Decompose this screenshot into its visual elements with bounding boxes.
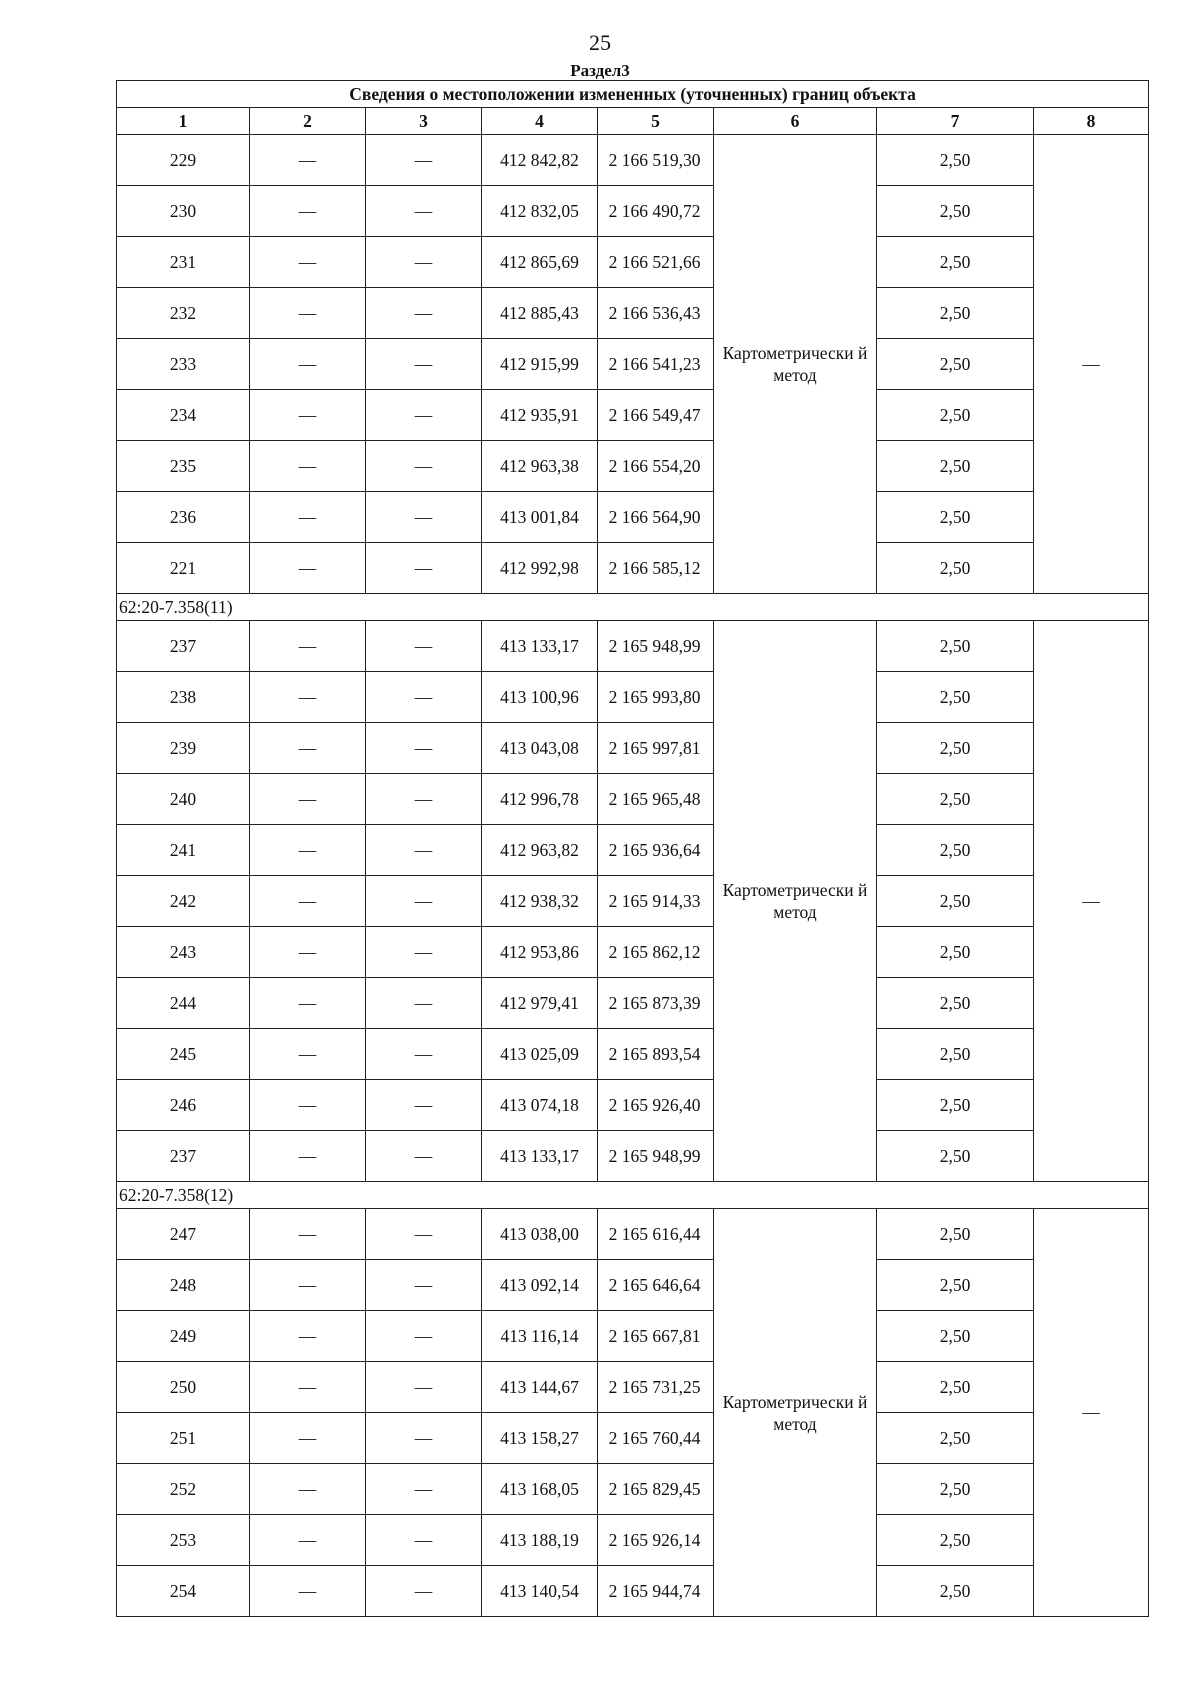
column-number: 6	[714, 108, 877, 135]
x-coordinate-cell: 412 865,69	[482, 237, 598, 288]
column-2-cell: —	[250, 390, 366, 441]
x-coordinate-cell: 412 953,86	[482, 927, 598, 978]
accuracy-cell: 2,50	[877, 186, 1034, 237]
accuracy-cell: 2,50	[877, 774, 1034, 825]
x-coordinate-cell: 413 168,05	[482, 1464, 598, 1515]
point-number-cell: 230	[117, 186, 250, 237]
y-coordinate-cell: 2 165 948,99	[598, 621, 714, 672]
accuracy-cell: 2,50	[877, 1413, 1034, 1464]
point-number-cell: 246	[117, 1080, 250, 1131]
table-row	[117, 135, 1149, 186]
table-row	[117, 1209, 1149, 1260]
column-3-cell: —	[366, 1413, 482, 1464]
column-2-cell: —	[250, 978, 366, 1029]
y-coordinate-cell: 2 165 731,25	[598, 1362, 714, 1413]
accuracy-cell: 2,50	[877, 1209, 1034, 1260]
accuracy-cell: 2,50	[877, 825, 1034, 876]
column-3-cell: —	[366, 390, 482, 441]
x-coordinate-cell: 412 992,98	[482, 543, 598, 594]
column-3-cell: —	[366, 978, 482, 1029]
table-row	[117, 288, 1149, 339]
column-2-cell: —	[250, 1311, 366, 1362]
x-coordinate-cell: 413 140,54	[482, 1566, 598, 1617]
accuracy-cell: 2,50	[877, 237, 1034, 288]
table-row	[117, 1515, 1149, 1566]
table-row	[117, 543, 1149, 594]
accuracy-cell: 2,50	[877, 1131, 1034, 1182]
y-coordinate-cell: 2 165 965,48	[598, 774, 714, 825]
accuracy-cell: 2,50	[877, 543, 1034, 594]
column-2-cell: —	[250, 186, 366, 237]
table-row	[117, 390, 1149, 441]
accuracy-cell: 2,50	[877, 723, 1034, 774]
page-number: 25	[589, 30, 611, 55]
column-2-cell: —	[250, 672, 366, 723]
accuracy-cell: 2,50	[877, 390, 1034, 441]
point-number-cell: 248	[117, 1260, 250, 1311]
column-2-cell: —	[250, 237, 366, 288]
column-2-cell: —	[250, 1131, 366, 1182]
accuracy-cell: 2,50	[877, 441, 1034, 492]
x-coordinate-cell: 412 938,32	[482, 876, 598, 927]
y-coordinate-cell: 2 166 521,66	[598, 237, 714, 288]
y-coordinate-cell: 2 165 944,74	[598, 1566, 714, 1617]
column-2-cell: —	[250, 1362, 366, 1413]
method-cell: Картометрически й метод	[714, 621, 877, 1182]
table-row	[117, 978, 1149, 1029]
column-2-cell: —	[250, 492, 366, 543]
table-row	[117, 1566, 1149, 1617]
column-3-cell: —	[366, 672, 482, 723]
y-coordinate-cell: 2 165 873,39	[598, 978, 714, 1029]
column-8-cell: —	[1034, 135, 1149, 594]
section-title: Раздел3	[570, 61, 630, 80]
column-2-cell: —	[250, 1029, 366, 1080]
column-3-cell: —	[366, 288, 482, 339]
point-number-cell: 251	[117, 1413, 250, 1464]
table-row	[117, 1080, 1149, 1131]
y-coordinate-cell: 2 166 585,12	[598, 543, 714, 594]
accuracy-cell: 2,50	[877, 621, 1034, 672]
y-coordinate-cell: 2 165 646,64	[598, 1260, 714, 1311]
accuracy-cell: 2,50	[877, 876, 1034, 927]
point-number-cell: 221	[117, 543, 250, 594]
table-row	[117, 492, 1149, 543]
table-row	[117, 1413, 1149, 1464]
column-3-cell: —	[366, 723, 482, 774]
accuracy-cell: 2,50	[877, 1260, 1034, 1311]
method-cell: Картометрически й метод	[714, 135, 877, 594]
table-row	[117, 1029, 1149, 1080]
accuracy-cell: 2,50	[877, 492, 1034, 543]
point-number-cell: 253	[117, 1515, 250, 1566]
accuracy-cell: 2,50	[877, 672, 1034, 723]
point-number-cell: 249	[117, 1311, 250, 1362]
group-label: 62:20-7.358(11)	[117, 594, 1149, 621]
y-coordinate-cell: 2 166 549,47	[598, 390, 714, 441]
column-2-cell: —	[250, 1515, 366, 1566]
table-caption: Сведения о местоположении измененных (уточненных) границ объекта	[117, 81, 1149, 108]
y-coordinate-cell: 2 166 541,23	[598, 339, 714, 390]
x-coordinate-cell: 413 144,67	[482, 1362, 598, 1413]
table-row	[117, 237, 1149, 288]
column-3-cell: —	[366, 1515, 482, 1566]
column-2-cell: —	[250, 135, 366, 186]
column-8-cell: —	[1034, 621, 1149, 1182]
column-3-cell: —	[366, 186, 482, 237]
point-number-cell: 242	[117, 876, 250, 927]
group-label: 62:20-7.358(12)	[117, 1182, 1149, 1209]
column-2-cell: —	[250, 1080, 366, 1131]
table-row	[117, 672, 1149, 723]
x-coordinate-cell: 412 915,99	[482, 339, 598, 390]
y-coordinate-cell: 2 165 993,80	[598, 672, 714, 723]
point-number-cell: 239	[117, 723, 250, 774]
table-row	[117, 186, 1149, 237]
column-2-cell: —	[250, 543, 366, 594]
x-coordinate-cell: 412 996,78	[482, 774, 598, 825]
point-number-cell: 234	[117, 390, 250, 441]
x-coordinate-cell: 412 963,38	[482, 441, 598, 492]
x-coordinate-cell: 413 158,27	[482, 1413, 598, 1464]
column-3-cell: —	[366, 237, 482, 288]
column-3-cell: —	[366, 1362, 482, 1413]
column-number: 2	[250, 108, 366, 135]
column-2-cell: —	[250, 1464, 366, 1515]
y-coordinate-cell: 2 165 760,44	[598, 1413, 714, 1464]
point-number-cell: 247	[117, 1209, 250, 1260]
point-number-cell: 240	[117, 774, 250, 825]
accuracy-cell: 2,50	[877, 1362, 1034, 1413]
column-3-cell: —	[366, 135, 482, 186]
accuracy-cell: 2,50	[877, 927, 1034, 978]
point-number-cell: 238	[117, 672, 250, 723]
y-coordinate-cell: 2 165 914,33	[598, 876, 714, 927]
x-coordinate-cell: 412 832,05	[482, 186, 598, 237]
column-3-cell: —	[366, 492, 482, 543]
point-number-cell: 236	[117, 492, 250, 543]
column-3-cell: —	[366, 621, 482, 672]
y-coordinate-cell: 2 165 997,81	[598, 723, 714, 774]
column-2-cell: —	[250, 288, 366, 339]
y-coordinate-cell: 2 165 829,45	[598, 1464, 714, 1515]
x-coordinate-cell: 413 092,14	[482, 1260, 598, 1311]
point-number-cell: 241	[117, 825, 250, 876]
table-row	[117, 825, 1149, 876]
table-caption-row	[117, 81, 1149, 108]
column-2-cell: —	[250, 825, 366, 876]
column-8-cell: —	[1034, 1209, 1149, 1617]
table-row	[117, 1311, 1149, 1362]
table-row	[117, 1260, 1149, 1311]
column-2-cell: —	[250, 621, 366, 672]
table-row	[117, 1362, 1149, 1413]
column-2-cell: —	[250, 1209, 366, 1260]
column-number-row	[117, 108, 1149, 135]
column-number: 4	[482, 108, 598, 135]
x-coordinate-cell: 413 133,17	[482, 621, 598, 672]
x-coordinate-cell: 413 116,14	[482, 1311, 598, 1362]
point-number-cell: 229	[117, 135, 250, 186]
table-body	[117, 81, 1149, 1617]
column-3-cell: —	[366, 1131, 482, 1182]
column-2-cell: —	[250, 1413, 366, 1464]
point-number-cell: 245	[117, 1029, 250, 1080]
table-row	[117, 621, 1149, 672]
x-coordinate-cell: 413 100,96	[482, 672, 598, 723]
column-3-cell: —	[366, 543, 482, 594]
x-coordinate-cell: 413 025,09	[482, 1029, 598, 1080]
column-3-cell: —	[366, 339, 482, 390]
accuracy-cell: 2,50	[877, 978, 1034, 1029]
y-coordinate-cell: 2 166 554,20	[598, 441, 714, 492]
y-coordinate-cell: 2 165 667,81	[598, 1311, 714, 1362]
point-number-cell: 250	[117, 1362, 250, 1413]
x-coordinate-cell: 413 038,00	[482, 1209, 598, 1260]
y-coordinate-cell: 2 166 564,90	[598, 492, 714, 543]
table-row	[117, 876, 1149, 927]
accuracy-cell: 2,50	[877, 1080, 1034, 1131]
accuracy-cell: 2,50	[877, 1464, 1034, 1515]
x-coordinate-cell: 412 935,91	[482, 390, 598, 441]
x-coordinate-cell: 413 043,08	[482, 723, 598, 774]
y-coordinate-cell: 2 165 926,14	[598, 1515, 714, 1566]
accuracy-cell: 2,50	[877, 288, 1034, 339]
point-number-cell: 244	[117, 978, 250, 1029]
group-label-row	[117, 1182, 1149, 1209]
point-number-cell: 233	[117, 339, 250, 390]
column-3-cell: —	[366, 1260, 482, 1311]
y-coordinate-cell: 2 166 519,30	[598, 135, 714, 186]
column-3-cell: —	[366, 1080, 482, 1131]
table-row	[117, 774, 1149, 825]
table-row	[117, 723, 1149, 774]
column-2-cell: —	[250, 927, 366, 978]
table-row	[117, 339, 1149, 390]
column-2-cell: —	[250, 723, 366, 774]
column-3-cell: —	[366, 825, 482, 876]
column-number: 8	[1034, 108, 1149, 135]
column-3-cell: —	[366, 1566, 482, 1617]
column-2-cell: —	[250, 876, 366, 927]
column-number: 3	[366, 108, 482, 135]
accuracy-cell: 2,50	[877, 1566, 1034, 1617]
column-2-cell: —	[250, 441, 366, 492]
y-coordinate-cell: 2 165 862,12	[598, 927, 714, 978]
point-number-cell: 232	[117, 288, 250, 339]
x-coordinate-cell: 413 188,19	[482, 1515, 598, 1566]
x-coordinate-cell: 413 133,17	[482, 1131, 598, 1182]
x-coordinate-cell: 413 001,84	[482, 492, 598, 543]
column-3-cell: —	[366, 927, 482, 978]
column-3-cell: —	[366, 1311, 482, 1362]
x-coordinate-cell: 412 842,82	[482, 135, 598, 186]
point-number-cell: 237	[117, 621, 250, 672]
column-3-cell: —	[366, 1209, 482, 1260]
y-coordinate-cell: 2 165 926,40	[598, 1080, 714, 1131]
method-cell: Картометрически й метод	[714, 1209, 877, 1617]
group-label-row	[117, 594, 1149, 621]
accuracy-cell: 2,50	[877, 1029, 1034, 1080]
x-coordinate-cell: 412 979,41	[482, 978, 598, 1029]
accuracy-cell: 2,50	[877, 1515, 1034, 1566]
point-number-cell: 252	[117, 1464, 250, 1515]
column-2-cell: —	[250, 1260, 366, 1311]
table-row	[117, 927, 1149, 978]
accuracy-cell: 2,50	[877, 1311, 1034, 1362]
x-coordinate-cell: 413 074,18	[482, 1080, 598, 1131]
accuracy-cell: 2,50	[877, 339, 1034, 390]
table-row	[117, 1464, 1149, 1515]
table-row	[117, 1131, 1149, 1182]
boundary-coordinates-table	[116, 80, 1149, 1617]
column-2-cell: —	[250, 339, 366, 390]
column-3-cell: —	[366, 1464, 482, 1515]
point-number-cell: 235	[117, 441, 250, 492]
x-coordinate-cell: 412 963,82	[482, 825, 598, 876]
column-3-cell: —	[366, 441, 482, 492]
column-2-cell: —	[250, 1566, 366, 1617]
point-number-cell: 231	[117, 237, 250, 288]
column-3-cell: —	[366, 876, 482, 927]
table-row	[117, 441, 1149, 492]
y-coordinate-cell: 2 166 490,72	[598, 186, 714, 237]
y-coordinate-cell: 2 166 536,43	[598, 288, 714, 339]
accuracy-cell: 2,50	[877, 135, 1034, 186]
y-coordinate-cell: 2 165 616,44	[598, 1209, 714, 1260]
y-coordinate-cell: 2 165 948,99	[598, 1131, 714, 1182]
column-3-cell: —	[366, 774, 482, 825]
column-number: 5	[598, 108, 714, 135]
point-number-cell: 237	[117, 1131, 250, 1182]
y-coordinate-cell: 2 165 936,64	[598, 825, 714, 876]
y-coordinate-cell: 2 165 893,54	[598, 1029, 714, 1080]
column-number: 7	[877, 108, 1034, 135]
column-3-cell: —	[366, 1029, 482, 1080]
column-2-cell: —	[250, 774, 366, 825]
column-number: 1	[117, 108, 250, 135]
point-number-cell: 243	[117, 927, 250, 978]
x-coordinate-cell: 412 885,43	[482, 288, 598, 339]
point-number-cell: 254	[117, 1566, 250, 1617]
